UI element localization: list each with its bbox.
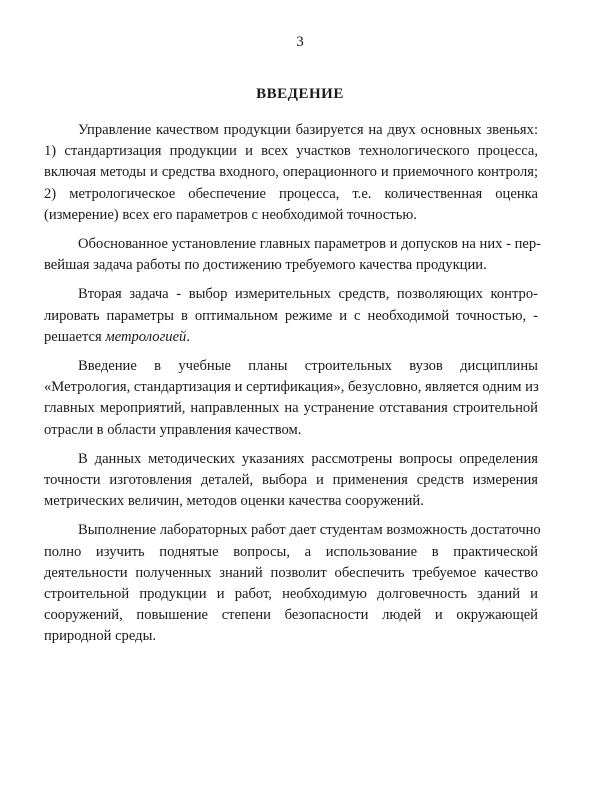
text-line: деятельности полученных знаний позволит обеспечить требуемое качество — [44, 564, 538, 581]
text-line: лировать параметры в оптимальном режиме и с необходимой точностью, - — [44, 307, 538, 324]
paragraph-6 — [44, 520, 541, 647]
text-line: Управление качеством продукции базируется на двух основных звеньях: — [78, 122, 538, 138]
paragraph-2 — [44, 234, 542, 276]
text-line: Введение в учебные планы строительных вузов дисциплины — [78, 358, 538, 375]
text-line: вейшая задача работы по достижению требуемого качества продукции. — [44, 257, 487, 274]
text-line: метрических величин, методов оценки качества сооружений. — [44, 493, 424, 510]
text-line: В данных методических указаниях рассмотрены вопросы определения — [78, 450, 538, 467]
text-line: (измерение) всех его параметров с необходимой точностью. — [44, 206, 417, 223]
text-line: 1) стандартизация продукции и всех участков технологического процесса, — [44, 143, 538, 160]
page-title: ВВЕДЕНИЕ — [256, 86, 344, 102]
text-line — [44, 327, 538, 348]
paragraph-1 — [44, 120, 538, 226]
paragraph-3 — [44, 284, 538, 348]
text-fragment: . — [186, 328, 191, 345]
page-number: 3 — [296, 34, 304, 50]
italic-term: метрологией — [105, 328, 187, 345]
text-line: отрасли в области управления качеством. — [44, 421, 302, 438]
text-line: Обоснованное установление главных параметров и допусков на них - пер- — [78, 236, 542, 253]
paragraph-4 — [44, 356, 538, 441]
text-line: «Метрология, стандартизация и сертификация», безусловно, является одним из — [44, 379, 539, 396]
text-line: полно изучить поднятые вопросы, а использование в практической — [44, 543, 538, 560]
text-line: точности изготовления деталей, выбора и применения средств измерения — [44, 472, 538, 489]
text-line: Вторая задача - выбор измерительных средств, позволяющих контро- — [78, 286, 538, 303]
text-line: строительной продукции и работ, необходимую долговечность зданий и — [44, 586, 538, 603]
paragraph-5 — [44, 449, 538, 513]
text-line: природной среды. — [44, 628, 157, 645]
document-body — [44, 120, 542, 656]
text-line: Выполнение лабораторных работ дает студентам возможность достаточно — [78, 522, 541, 539]
text-line: сооружений, повышение степени безопасности людей и окружающей — [44, 607, 538, 624]
text-fragment: решается — [44, 328, 106, 345]
text-line: 2) метрологическое обеспечение процесса, т.е. количественная оценка — [44, 185, 538, 202]
text-line: включая методы и средства входного, операционного и приемочного контроля; — [44, 164, 538, 181]
text-line: главных мероприятий, направленных на устранение отставания строительной — [44, 400, 538, 417]
